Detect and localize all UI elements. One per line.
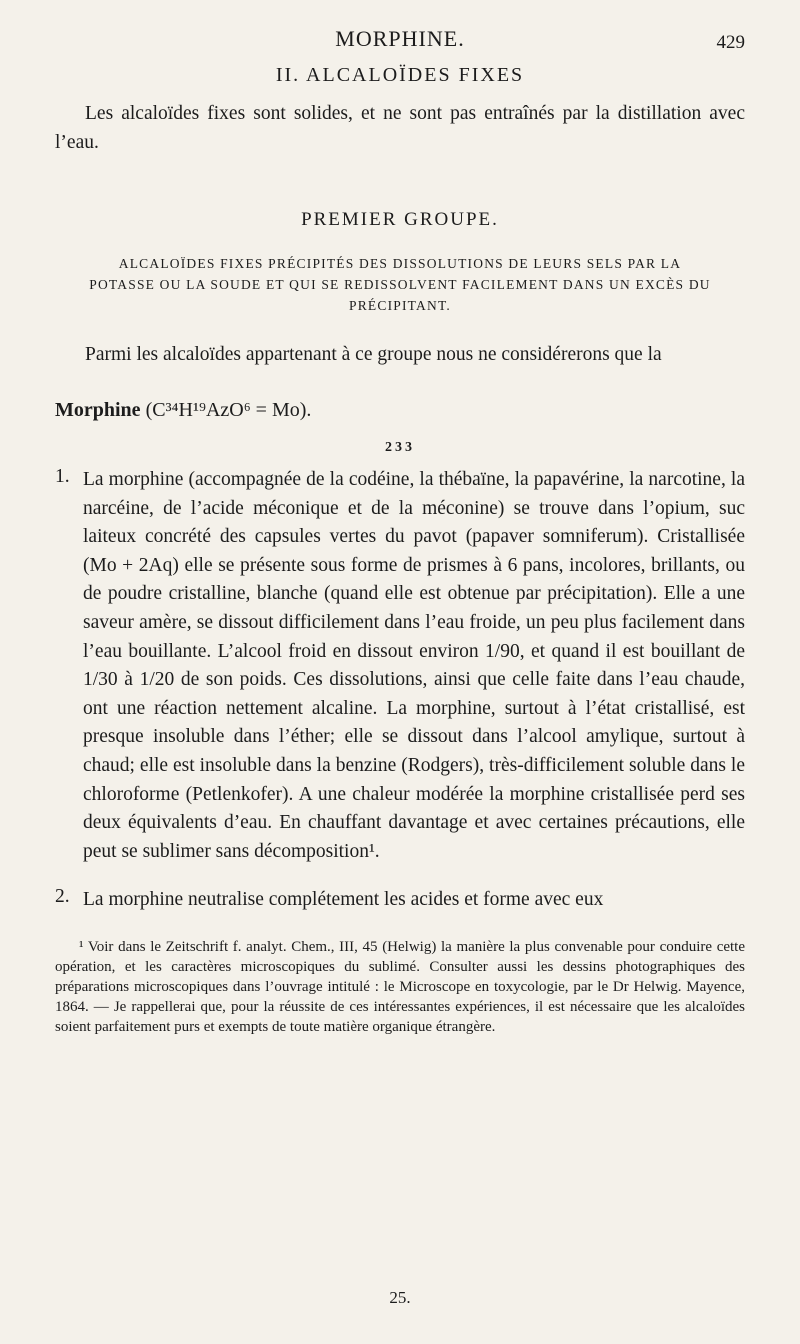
item-text: La morphine (accompagnée de la codéine, la thébaïne, la papavérine, la narcotine, la narcéine, de l’acide méconique et de la méconine) se trouve dans l’opium, suc laiteux concrété des capsules vertes du pavot (papaver somniferum). Cristallisée (Mo + 2Aq) elle se présente sous forme de prismes à 6 pans, incolores, brillants, ou de poudre cristalline, blanche (quand elle est obtenue par précipitation). Elle a une saveur amère, se dissout difficilement dans l’eau froide, un peu plus facilement dans l’eau bouillante. L’alcool froid en dissout environ 1/90, et quand il est bouillant de 1/30 à 1/20 de son poids. Ces dissolutions, ainsi que celle faite dans l’eau chaude, ont une réaction nettement alcaline. La morphine, surtout à l’état cristallisé, est presque insoluble dans l’éther; elle se dissout dans l’alcool amylique, surtout à chaud; elle est insoluble dans la benzine (Rodgers), très-difficilement soluble dans le chloroforme (Petlenkofer). A une chaleur modérée la morphine cristallisée perd ses deux équivalents d’eau. En chauffant davantage et avec certaines précautions, elle peut se sublimer sans décomposition¹. (83, 469, 745, 862)
running-head (55, 24, 745, 60)
compound-name: Morphine (55, 399, 141, 421)
numbered-item (55, 886, 745, 915)
item-text: La morphine neutralise complétement les acides et forme avec eux (83, 889, 604, 911)
article-number: 233 (385, 440, 415, 455)
running-title: MORPHINE. (335, 26, 465, 51)
signature-mark: 25. (389, 1288, 411, 1307)
compound-heading (55, 399, 745, 422)
group-subtitle: ALCALOÏDES FIXES PRÉCIPITÉS DES DISSOLUTIONS DE LEURS SELS PAR LA POTASSE OU LA SOUDE ET QUI SE REDISSOLVENT FACILEMENT DANS UN EXCÈS DU PRÉCIPITANT. (89, 256, 711, 313)
footnote: ¹ Voir dans le Zeitschrift f. analyt. Chem., III, 45 (Helwig) la manière la plus convenable pour conduire cette opération, et les caractères microscopiques du sublimé. Consulter aussi les dessins photographiques des préparations microscopiques dans l’ouvrage intitulé : le Microscope en toxycologie, par le Dr Helwig. Mayence, 1864. — Je rappellerai que, pour la réussite de ces intéressantes expériences, il est nécessaire que les alcaloïdes soient parfaitement purs et exempts de toute matière organique étrangère. (55, 938, 745, 1035)
compound-formula: (C³⁴H¹⁹AzO⁶ = Mo). (145, 399, 312, 421)
numbered-item (55, 466, 745, 866)
intro-paragraph: Les alcaloïdes fixes sont solides, et ne sont pas entraînés par la distillation avec l’eau. (55, 103, 745, 153)
group-title: PREMIER GROUPE. (301, 209, 499, 230)
page-number: 429 (716, 32, 745, 53)
page (55, 24, 745, 1037)
section-title: II. ALCALOÏDES FIXES (275, 64, 525, 86)
item-number: 2. (55, 886, 70, 908)
group-intro: Parmi les alcaloïdes appartenant à ce groupe nous ne considérerons que la (85, 344, 662, 365)
item-number: 1. (55, 466, 70, 487)
